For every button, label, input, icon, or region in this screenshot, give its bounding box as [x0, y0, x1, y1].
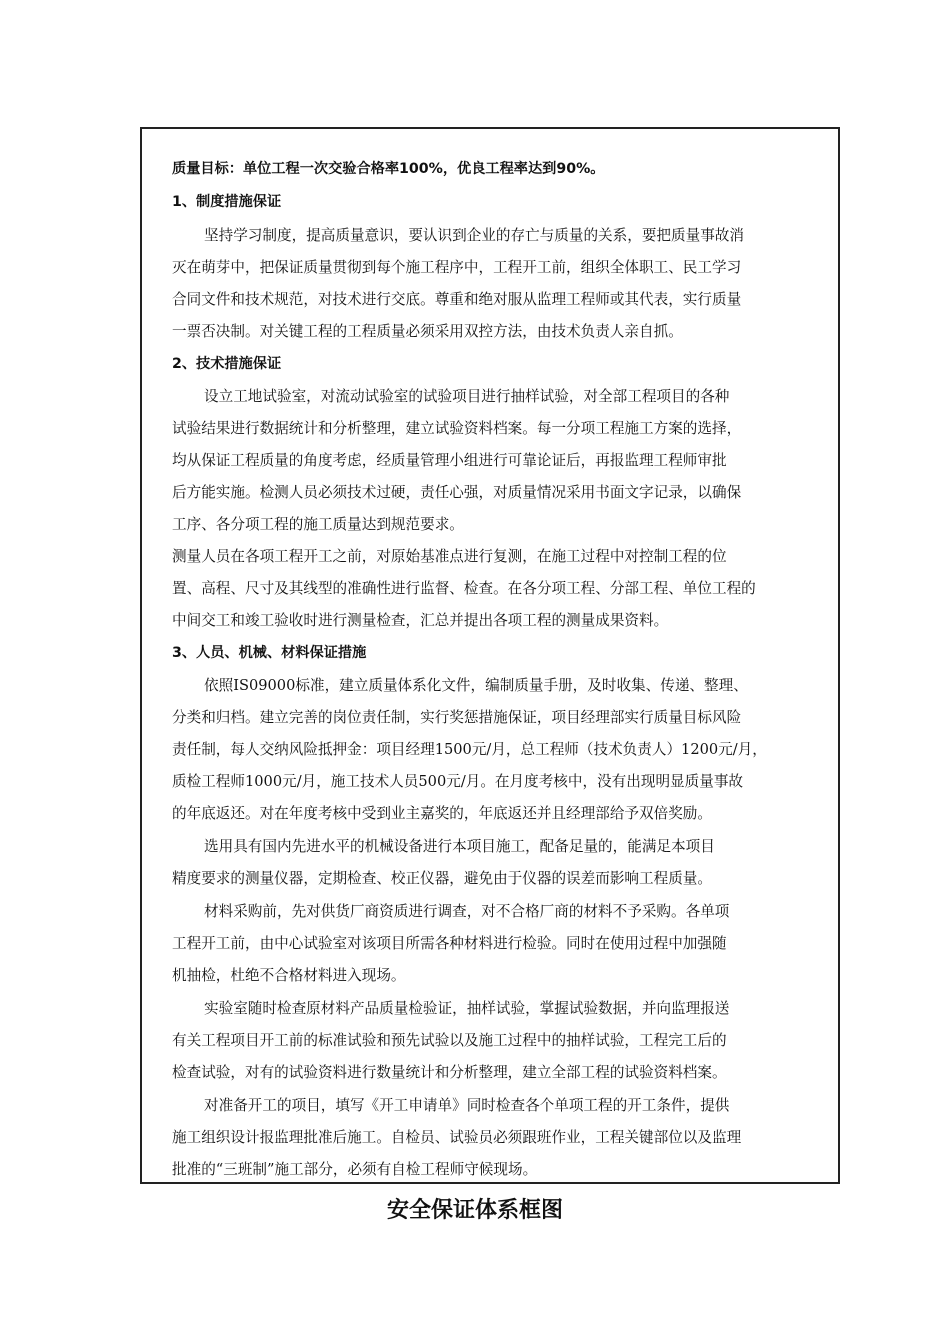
- section-heading-1: 1、制度措施保证: [172, 194, 282, 210]
- paragraph-line: 试验结果进行数据统计和分析整理，建立试验资料档案。每一分项工程施工方案的选择，: [172, 420, 742, 437]
- paragraph-line: 均从保证工程质量的角度考虑，经质量管理小组进行可靠论证后，再报监理工程师审批: [172, 452, 727, 469]
- paragraph-line: 灭在萌芽中，把保证质量贯彻到每个施工程序中，工程开工前，组织全体职工、民工学习: [172, 259, 742, 276]
- paragraph-line: 选用具有国内先进水平的机械设备进行本项目施工，配备足量的，能满足本项目: [204, 838, 715, 855]
- paragraph-line: 实验室随时检查原材料产品质量检验证，抽样试验，掌握试验数据，并向监理报送: [204, 1000, 730, 1017]
- paragraph-line: 有关工程项目开工前的标准试验和预先试验以及施工过程中的抽样试验，工程完工后的: [172, 1032, 727, 1049]
- paragraph-line: 设立工地试验室，对流动试验室的试验项目进行抽样试验，对全部工程项目的各种: [204, 388, 730, 405]
- paragraph-line: 质检工程师1000元/月，施工技术人员500元/月。在月度考核中，没有出现明显质量事故: [172, 773, 744, 790]
- paragraph-line: 精度要求的测量仪器，定期检查、校正仪器，避免由于仪器的误差而影响工程质量。: [172, 870, 712, 887]
- content-frame: [140, 127, 840, 1184]
- section-heading-3: 3、人员、机械、材料保证措施: [172, 645, 367, 661]
- paragraph-line: 对准备开工的项目，填写《开工申请单》同时检查各个单项工程的开工条件，提供: [204, 1097, 730, 1114]
- paragraph-line: 批准的“三班制”施工部分，必须有自检工程师守候现场。: [172, 1161, 538, 1178]
- paragraph-line: 中间交工和竣工验收时进行测量检查，汇总并提出各项工程的测量成果资料。: [172, 612, 669, 629]
- paragraph-line: 检查试验，对有的试验资料进行数量统计和分析整理，建立全部工程的试验资料档案。: [172, 1064, 727, 1081]
- paragraph-line: 一票否决制。对关键工程的工程质量必须采用双控方法，由技术负责人亲自抓。: [172, 323, 683, 340]
- paragraph-line: 的年底返还。对在年度考核中受到业主嘉奖的，年底返还并且经理部给予双倍奖励。: [172, 805, 712, 822]
- paragraph-line: 置、高程、尺寸及其线型的准确性进行监督、检查。在各分项工程、分部工程、单位工程的: [172, 580, 756, 597]
- paragraph-line: 机抽检，杜绝不合格材料进入现场。: [172, 967, 406, 984]
- paragraph-line: 测量人员在各项工程开工之前，对原始基准点进行复测，在施工过程中对控制工程的位: [172, 548, 727, 565]
- paragraph-line: 合同文件和技术规范，对技术进行交底。尊重和绝对服从监理工程师或其代表，实行质量: [172, 291, 742, 308]
- paragraph-line: 分类和归档。建立完善的岗位责任制，实行奖惩措施保证，项目经理部实行质量目标风险: [172, 709, 742, 726]
- paragraph-line: 依照IS09000标准，建立质量体系化文件，编制质量手册，及时收集、传递、整理、: [204, 677, 748, 694]
- quality-goal: 质量目标：单位工程一次交验合格率100%，优良工程率达到90%。: [172, 161, 605, 177]
- paragraph-line: 工序、各分项工程的施工质量达到规范要求。: [172, 516, 464, 533]
- page-title: 安全保证体系框图: [386, 1198, 563, 1223]
- paragraph-line: 后方能实施。检测人员必须技术过硬，责任心强，对质量情况采用书面文字记录，以确保: [172, 484, 742, 501]
- paragraph-line: 坚持学习制度，提高质量意识，要认识到企业的存亡与质量的关系，要把质量事故消: [204, 227, 744, 244]
- paragraph-line: 工程开工前，由中心试验室对该项目所需各种材料进行检验。同时在使用过程中加强随: [172, 935, 727, 952]
- paragraph-line: 责任制，每人交纳风险抵押金：项目经理1500元/月，总工程师（技术负责人）1200元/月，: [172, 741, 767, 758]
- paragraph-line: 材料采购前，先对供货厂商资质进行调查，对不合格厂商的材料不予采购。各单项: [204, 903, 730, 920]
- section-heading-2: 2、技术措施保证: [172, 356, 282, 372]
- paragraph-line: 施工组织设计报监理批准后施工。自检员、试验员必须跟班作业，工程关键部位以及监理: [172, 1129, 742, 1146]
